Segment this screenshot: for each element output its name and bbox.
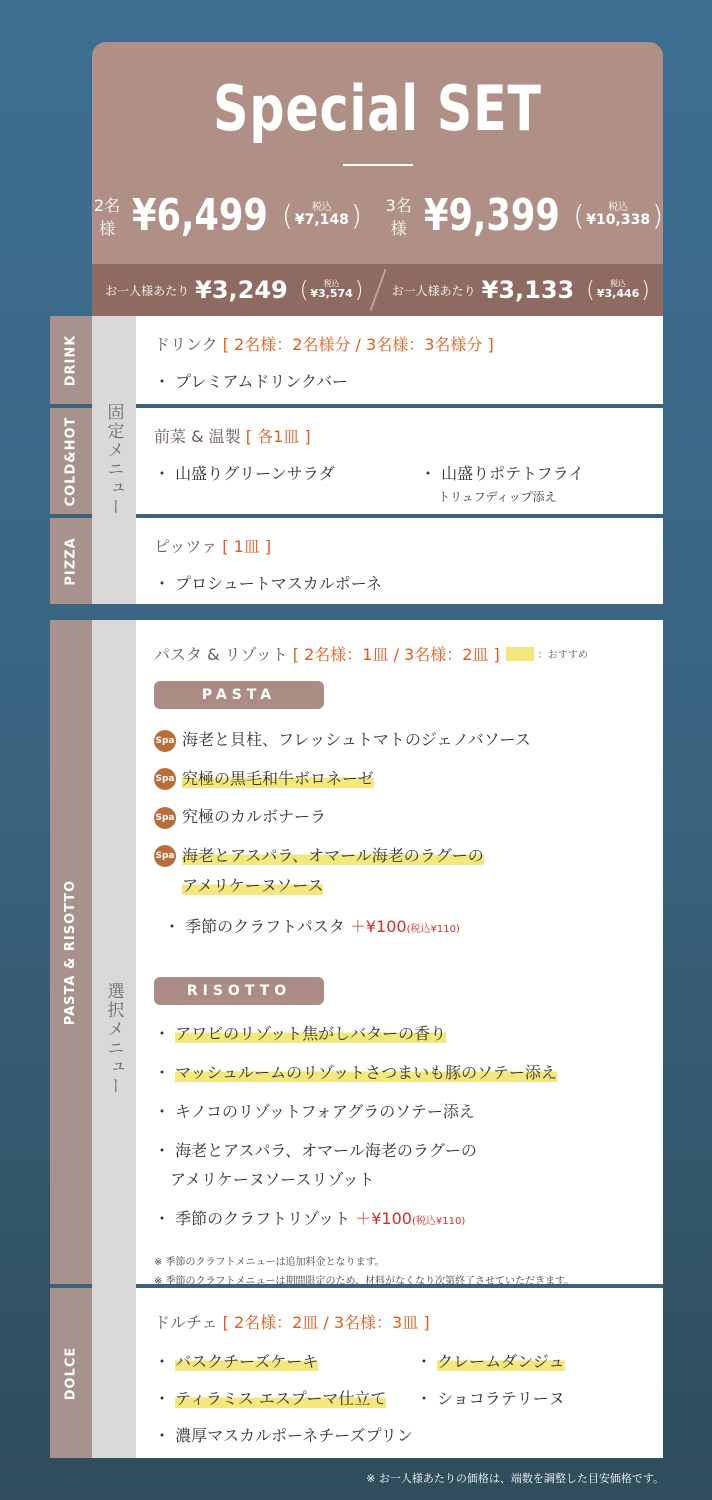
tax-price: ( 税込 ¥7,148 ) (281, 199, 362, 232)
dolce-section (136, 1288, 663, 1458)
heading-bracket: [ 1皿 ] (222, 537, 272, 556)
extra-price-tax: (税込¥110) (406, 924, 460, 935)
note: ※ 季節のクラフトメニューは追加料金となります。 (154, 1257, 385, 1268)
section-heading (154, 1310, 645, 1333)
tax-label: 税込 (323, 278, 340, 288)
tab-label: PASTA & RISOTTO (63, 879, 79, 1025)
per-person-bar (92, 264, 663, 316)
pizza-section (136, 518, 663, 604)
price-amount: ¥6,499 (132, 190, 268, 241)
list-item: ・ キノコのリゾットフォアグラのソテー添え (154, 1102, 475, 1121)
per-person-label: お一人様あたり (105, 283, 190, 298)
tab-pasta-risotto (50, 620, 92, 1284)
section-heading (154, 642, 645, 665)
spa-icon: Spa (154, 768, 176, 790)
spa-icon: Spa (154, 845, 176, 867)
extra-price (355, 1209, 465, 1228)
list-item: ・ プロシュートマスカルポーネ (154, 574, 382, 593)
extra-price-amount: ＋¥100 (355, 1209, 412, 1228)
price-3-people (384, 190, 663, 241)
item-text: 究極の黒毛和牛ボロネーゼ (182, 768, 374, 788)
people-label: 3名様 (385, 195, 412, 238)
list-item: ・ 山盛りポテトフライ トリュフディップ添え (420, 464, 585, 504)
item-text: キノコのリゾットフォアグラのソテー添え (175, 1102, 475, 1121)
item-text: 山盛りグリーンサラダ (175, 464, 335, 483)
select-menu-label (92, 620, 136, 1458)
heading-text: ドリンク (154, 335, 218, 354)
extra-price-tax: (税込¥110) (411, 1216, 466, 1227)
item-text: アワビのリゾット焦がしバターの香り (175, 1024, 447, 1043)
heading-bracket: [ 2名様：2皿 / 3名様：3皿 ] (222, 1313, 430, 1332)
item-text: 海老と貝柱、フレッシュトマトのジェノバソース (182, 730, 531, 749)
tab-label: DOLCE (63, 1346, 79, 1400)
page-title: Special SET (213, 72, 542, 145)
list-item (154, 804, 645, 829)
fixed-menu-label (92, 316, 136, 604)
price-amount: ¥9,399 (423, 190, 560, 241)
price-2-people (92, 190, 362, 241)
heading-text: パスタ & リゾット (154, 645, 288, 664)
item-text: アメリケーヌソースリゾット (170, 1170, 375, 1189)
item-text: マッシュルームのリゾットさつまいも豚のソテー添え (175, 1063, 557, 1082)
section-heading (154, 534, 645, 557)
item-text: プロシュートマスカルポーネ (175, 574, 382, 593)
item-text: 季節のクラフトリゾット (175, 1209, 351, 1228)
list-item (154, 766, 645, 791)
list-item (154, 843, 645, 897)
tab-label: COLD&HOT (63, 416, 79, 506)
spa-icon: Spa (154, 807, 176, 829)
list-item: ・ 濃厚マスカルポーネチーズプリン (154, 1426, 413, 1445)
per-person-label: お一人様あたり (391, 283, 476, 298)
item-text: 海老とアスパラ、オマール海老のラグーの (175, 1141, 477, 1160)
title-divider (343, 164, 413, 166)
tax-amount: ¥7,148 (294, 212, 349, 229)
heading-bracket: [ 2名様：1皿 / 3名様：2皿 ] (292, 645, 500, 664)
pasta-risotto-section (136, 620, 663, 1287)
list-item: ・ 海老とアスパラ、オマール海老のラグーの アメリケーヌソースリゾット (154, 1138, 645, 1190)
item-text: 山盛りポテトフライ (441, 464, 585, 483)
footnote: ※ お一人様あたりの価格は、端数を調整した目安価格です。 (366, 1472, 664, 1485)
item-subtext: トリュフディップ添え (438, 490, 557, 504)
tax-price: ( 税込 ¥3,446 ) (586, 277, 650, 303)
tab-label: PIZZA (63, 536, 79, 586)
tax-label: 税込 (610, 278, 627, 288)
tab-pizza (50, 518, 92, 604)
list-item: ・ 山盛りグリーンサラダ (154, 464, 335, 483)
list-item: ・ アワビのリゾット焦がしバターの香り (154, 1024, 447, 1043)
heading-bracket: [ 各1皿 ] (245, 427, 311, 446)
people-label: 2名様 (93, 195, 121, 238)
list-item: ・ マッシュルームのリゾットさつまいも豚のソテー添え (154, 1063, 557, 1082)
section-heading (154, 332, 645, 355)
tax-amount: ¥3,574 (310, 287, 353, 301)
vertical-label: 選択メニュー (103, 982, 124, 1096)
heading-text: ピッツァ (154, 537, 218, 556)
extra-price (350, 917, 460, 936)
item-text: アメリケーヌソース (182, 876, 324, 895)
pasta-label: PASTA (154, 681, 324, 709)
item-text: ティラミス エスプーマ仕立て (175, 1389, 387, 1408)
list-item: ・ ショコラテリーヌ (416, 1389, 565, 1408)
heading-text: 前菜 & 温製 (154, 427, 241, 446)
per-person-amount: ¥3,249 (195, 276, 288, 304)
tax-price: ( 税込 ¥3,574 ) (299, 277, 364, 303)
item-text: バスクチーズケーキ (175, 1352, 319, 1371)
list-item: ・ 季節のクラフトリゾット ＋¥100(税込¥110) (154, 1209, 466, 1228)
per-person-amount: ¥3,133 (481, 276, 575, 304)
heading-bracket: [ 2名様：2名様分 / 3名様：3名様分 ] (222, 335, 494, 354)
tax-price: ( 税込 ¥10,338 ) (573, 199, 663, 232)
item-text: ショコラテリーヌ (437, 1389, 565, 1408)
vertical-label: 固定メニュー (103, 403, 124, 517)
drink-section (136, 316, 663, 404)
heading-text: ドルチェ (154, 1313, 218, 1332)
per-person-3 (379, 264, 664, 316)
section-heading (154, 424, 645, 447)
per-person-2 (92, 264, 377, 316)
item-text: クレームダンジュ (437, 1352, 565, 1371)
list-item: ・ 季節のクラフトパスタ ＋¥100(税込¥110) (164, 917, 460, 936)
set-header (92, 42, 663, 264)
tax-amount: ¥3,446 (596, 287, 640, 301)
item-text: プレミアムドリンクバー (175, 372, 349, 391)
item-text: 究極のカルボナーラ (182, 807, 327, 826)
tab-drink (50, 316, 92, 404)
list-item: ・ クレームダンジュ (416, 1352, 565, 1371)
tab-dolce (50, 1288, 92, 1458)
tab-coldhot (50, 408, 92, 514)
spa-icon: Spa (154, 730, 176, 752)
tax-label: 税込 (608, 202, 629, 214)
risotto-label: RISOTTO (154, 977, 324, 1005)
list-item (154, 727, 645, 752)
list-item: ・ プレミアムドリンクバー (154, 372, 349, 391)
tax-amount: ¥10,338 (586, 212, 651, 229)
item-text: 海老とアスパラ、オマール海老のラグーの (182, 845, 484, 865)
note: ※ 季節のクラフトメニューは期間限定のため、材料がなくなり次第終了させていただきます。 (154, 1276, 575, 1287)
legend-text: ：おすすめ (537, 650, 588, 661)
list-item: ・ ティラミス エスプーマ仕立て (154, 1389, 387, 1408)
list-item: ・ バスクチーズケーキ (154, 1352, 319, 1371)
extra-price-amount: ＋¥100 (349, 917, 407, 936)
item-text: 濃厚マスカルポーネチーズプリン (175, 1426, 413, 1445)
set-prices (92, 190, 663, 241)
tax-label: 税込 (311, 202, 332, 214)
tab-label: DRINK (63, 334, 79, 386)
highlight-legend-swatch (506, 647, 534, 661)
coldhot-section (136, 408, 663, 514)
item-text: 季節のクラフトパスタ (185, 917, 345, 936)
